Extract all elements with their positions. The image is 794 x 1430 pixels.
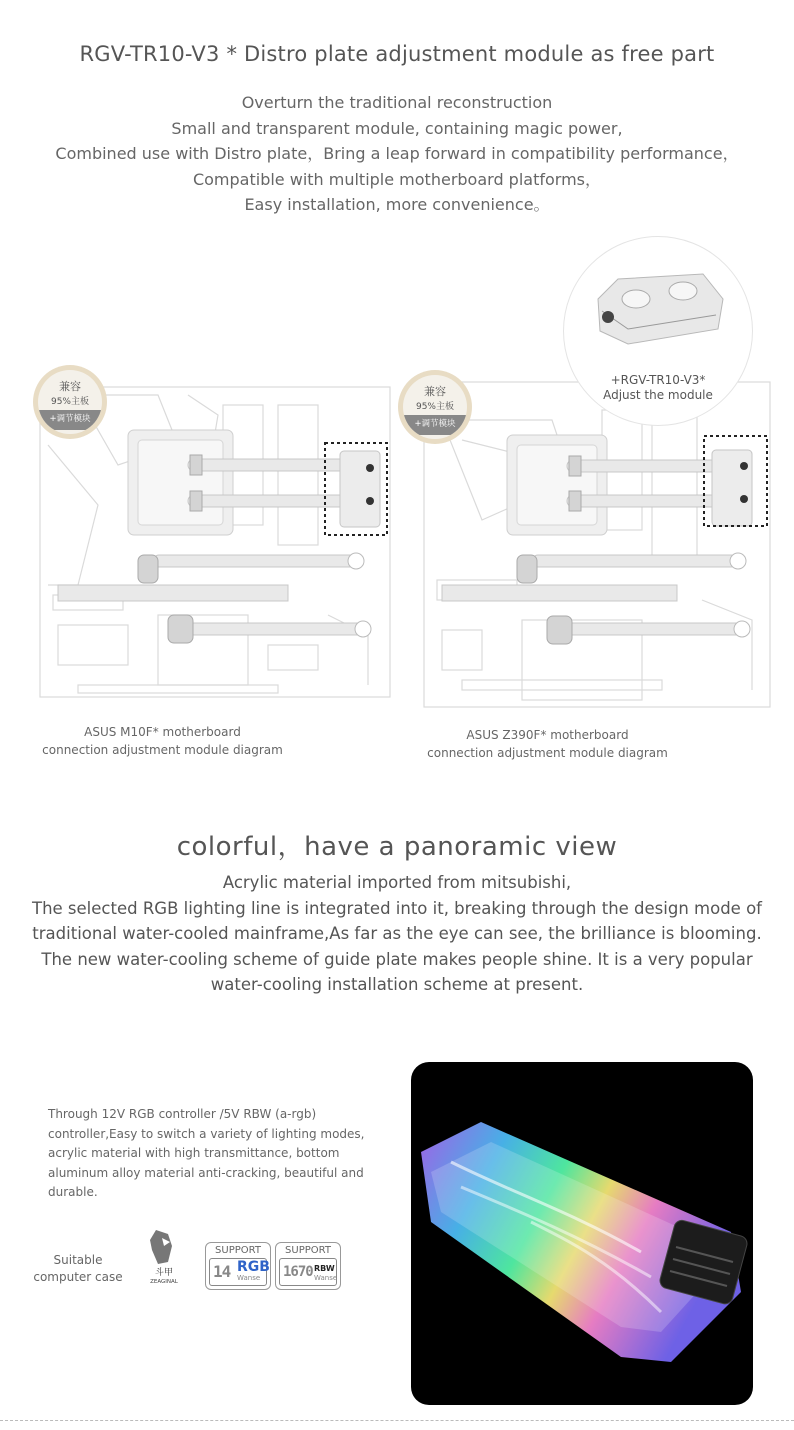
suitable-case-label: [28, 1252, 128, 1286]
intro-line: Compatible with multiple motherboard platforms，: [192, 169, 602, 189]
support-number: 1670: [283, 1264, 313, 1280]
badge-line: 兼容: [59, 380, 81, 393]
diagram-caption-left: [20, 723, 305, 759]
section-title-colorful: colorful，have a panoramic view: [176, 832, 618, 862]
rgb-distro-plate-image: [411, 1062, 753, 1405]
brand-logo: [142, 1228, 186, 1290]
section-title-module: RGV-TR10-V3 * Distro plate adjustment module as free part: [79, 42, 715, 66]
intro-paragraph: [0, 90, 794, 218]
compatibility-badge: [33, 365, 107, 439]
support-rbw-badge: [275, 1242, 341, 1290]
support-number: 14: [213, 1262, 231, 1281]
badge-line: +调节模块: [403, 415, 467, 435]
badge-line: +调节模块: [38, 410, 102, 430]
intro-line: Combined use with Distro plate，Bring a leap forward in compatibility performance，: [55, 144, 739, 163]
support-rgb-badge: [205, 1242, 271, 1290]
adjust-module-image: [588, 259, 728, 359]
paragraph-line: Acrylic material imported from mitsubishi,: [222, 873, 572, 892]
caption-line: ASUS M10F* motherboard: [84, 725, 241, 739]
diagram-caption-right: [410, 726, 685, 762]
support-sub: Wanse: [314, 1274, 338, 1282]
suitable-line: computer case: [33, 1270, 123, 1284]
feature-description: Through 12V RGB controller /5V RBW (a-rgb) controller,Easy to switch a variety of lighting modes, acrylic material with high transmittance, bottom aluminum alloy material anti-cracking, beautiful and durable.: [48, 1107, 365, 1199]
distro-plate-photo: [411, 1062, 753, 1405]
intro-line: Small and transparent module, containing magic power,: [171, 118, 623, 138]
support-sub: Wanse: [237, 1274, 261, 1282]
paragraph-line: traditional water-cooled mainframe,As far as the eye can see, the brilliance is blooming.: [32, 924, 762, 943]
support-label: SUPPORT: [215, 1245, 261, 1256]
paragraph-line: The new water-cooling scheme of guide plate makes people shine. It is a very popular: [41, 949, 753, 969]
badge-line: 95%主板: [50, 397, 89, 407]
module-zoom-circle: [563, 236, 753, 426]
brand-name-en: ZEAGINAL: [150, 1279, 178, 1285]
bottom-divider: [0, 1420, 794, 1421]
compatibility-badge: [398, 370, 472, 444]
caption-line: connection adjustment module diagram: [42, 743, 283, 757]
colorful-paragraph: [0, 870, 794, 998]
caption-line: ASUS Z390F* motherboard: [466, 728, 629, 742]
caption-line: connection adjustment module diagram: [427, 746, 668, 760]
brand-name-cn: 斗甲: [154, 1268, 173, 1278]
support-tech: RBW: [314, 1264, 335, 1273]
knight-helmet-icon: [142, 1228, 186, 1268]
caption-line: +RGV-TR10-V3*: [610, 373, 706, 387]
motherboard-diagram-right: [422, 380, 772, 710]
badge-line: 兼容: [424, 385, 446, 398]
badge-line: 95%主板: [415, 402, 454, 412]
paragraph-line: The selected RGB lighting line is integrated into it, breaking through the design mode of: [32, 898, 762, 918]
suitable-line: Suitable: [53, 1253, 103, 1267]
module-caption: [564, 373, 752, 403]
caption-line: Adjust the module: [603, 388, 713, 402]
intro-line: Overturn the traditional reconstruction: [241, 93, 553, 112]
support-tech: RGB: [237, 1259, 270, 1275]
paragraph-line: water-cooling installation scheme at present.: [210, 975, 584, 994]
intro-line: Easy installation, more convenience。: [244, 195, 550, 214]
support-label: SUPPORT: [285, 1245, 331, 1256]
